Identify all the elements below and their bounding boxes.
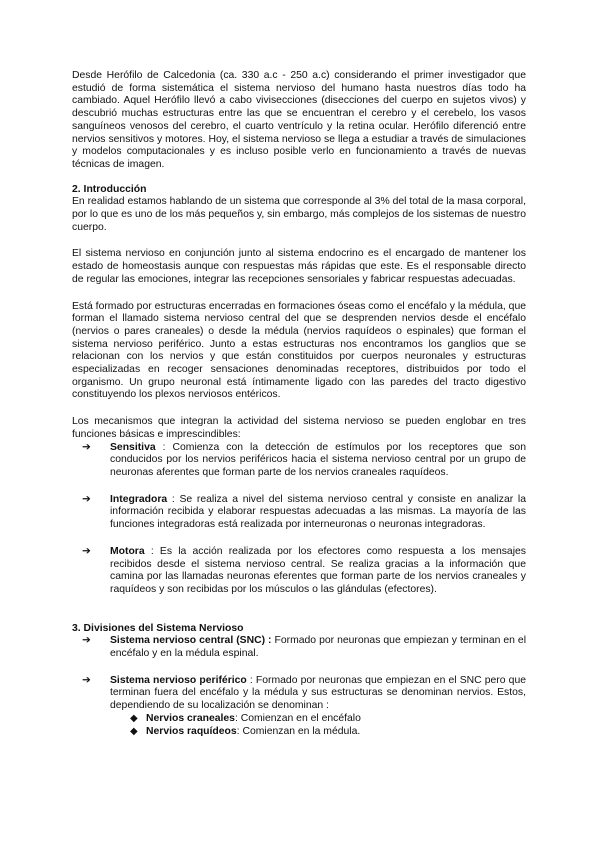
section-2-paragraph-3: Está formado por estructuras encerradas en formaciones óseas como el encéfalo y la médula, que forman el llamado sistema nervioso central del que se desprenden nervios desde el encéfalo (nervios o pares craneales) o desde la médula (nervios raquídeos o espinales) que forman el sistema nervioso periférico. Junto a estas estructuras nos encontramos los ganglios que se relacionan con los nervios y que están constituidos por cuerpos neuronales y estructuras especializadas en recoger sensaciones denominadas receptores, distribuidos por todo el organismo. Un grupo neuronal está íntimamente ligado con las paredes del tracto digestivo constituyendo los plexos nerviosos entéricos.: [72, 300, 526, 401]
bullet-integradora: [72, 494, 526, 532]
bullet-term: Sistema nervioso periférico: [110, 674, 247, 686]
diamond-icon: ◆: [130, 712, 138, 724]
bullet-periferico: [72, 675, 526, 713]
sub-item-text: : Comienzan en la médula.: [236, 725, 361, 737]
sub-item-term: Nervios craneales: [146, 712, 235, 724]
bullet-term: Sistema nervioso central (SNC) :: [110, 635, 272, 647]
intro-paragraph: Desde Herófilo de Calcedonia (ca. 330 a.c - 250 a.c) considerando el primer investigador que estudió de forma sistemática el sistema nervioso del humano hasta nuestros días todo ha cambiado. Aquel Herófilo llevó a cabo vivisecciones (disecciones del cuerpo en sujetos vivos) y descubrió muchas estructuras entre las que se encuentran el cerebro y el cerebelo, los vasos sanguíneos venosos del cerebro, el cuarto ventrículo y la retina ocular. Herófilo diferenció entre nervios sensitivos y motores. Hoy, el sistema nervioso se llega a estudiar a través de simulaciones y modelos computacionales y es incluso posible verlo en funcionamiento a través de nuevas técnicas de imagen.: [72, 70, 526, 170]
arrow-icon: ➔: [82, 635, 91, 647]
bullet-snc: [72, 635, 526, 660]
bullet-text: : Es la acción realizada por los efectores como respuesta a los mensajes recibidos desde el sistema nervioso central. Se realiza gracias a la información que camina por las llamadas neuronas eferentes que forman parte de los nervios craneales y raquídeos y son recibidas por los músculos o las glándulas (efectores).: [110, 545, 526, 595]
bullet-term: Sensitiva: [110, 441, 156, 453]
section-3-heading: 3. Divisiones del Sistema Nervioso: [72, 622, 244, 634]
section-2-heading: 2. Introducción: [72, 183, 147, 195]
sub-item-text: : Comienzan en el encéfalo: [234, 712, 361, 724]
section-2-paragraph-1: En realidad estamos hablando de un sistema que corresponde al 3% del total de la masa corporal, por lo que es uno de los más pequeños y, sin embargo, más complejos de los sistemas de nuestro cuerpo.: [72, 196, 527, 233]
bullet-text: : Comienza con la detección de estímulos por los receptores que son conducidos por los nervios periféricos hacia el sistema nervioso central por un grupo de neuronas aferentes que forman parte de los nervios craneales raquídeos.: [110, 441, 526, 478]
bullet-term: Integradora: [110, 493, 168, 505]
arrow-icon: ➔: [82, 493, 91, 505]
arrow-icon: ➔: [82, 674, 91, 686]
sub-item-term: Nervios raquídeos: [146, 725, 237, 737]
arrow-icon: ➔: [82, 441, 91, 453]
sub-list: [72, 713, 526, 738]
bullet-motora: [72, 546, 526, 597]
sub-item-craneales: [130, 713, 526, 726]
section-2-paragraph-4: Los mecanismos que integran la actividad del sistema nervioso se pueden englobar en tres funciones básicas e imprescindibles:: [72, 416, 526, 440]
bullet-sensitiva: [72, 442, 526, 480]
bullet-text: : Se realiza a nivel del sistema nervioso central y consiste en analizar la información recibida y elaborar respuestas adecuadas a las mismas. La mayoría de las funciones integradoras está realizada por interneuronas o neuronas integradoras.: [110, 493, 526, 531]
sub-item-raquideos: [130, 726, 526, 739]
diamond-icon: ◆: [130, 725, 138, 737]
page-content: [72, 70, 526, 738]
bullet-term: Motora: [110, 545, 145, 557]
section-2-paragraph-2: El sistema nervioso en conjunción junto al sistema endocrino es el encargado de mantener los estado de homeostasis aunque con respuestas más rápidas que este. Es el responsable directo de regular las emociones, integrar las recepciones sensoriales y fabricar respuestas adecuadas.: [72, 248, 526, 285]
arrow-icon: ➔: [82, 545, 91, 557]
bullet-text: Formado por neuronas que empiezan y terminan en el encéfalo y en la médula espinal.: [110, 635, 526, 660]
bullet-text: : Formado por neuronas que empiezan en el SNC pero que terminan fuera del encéfalo y la médula y sus estructuras se denominan nervios. Estos, dependiendo de su localización se denominan :: [110, 674, 527, 712]
